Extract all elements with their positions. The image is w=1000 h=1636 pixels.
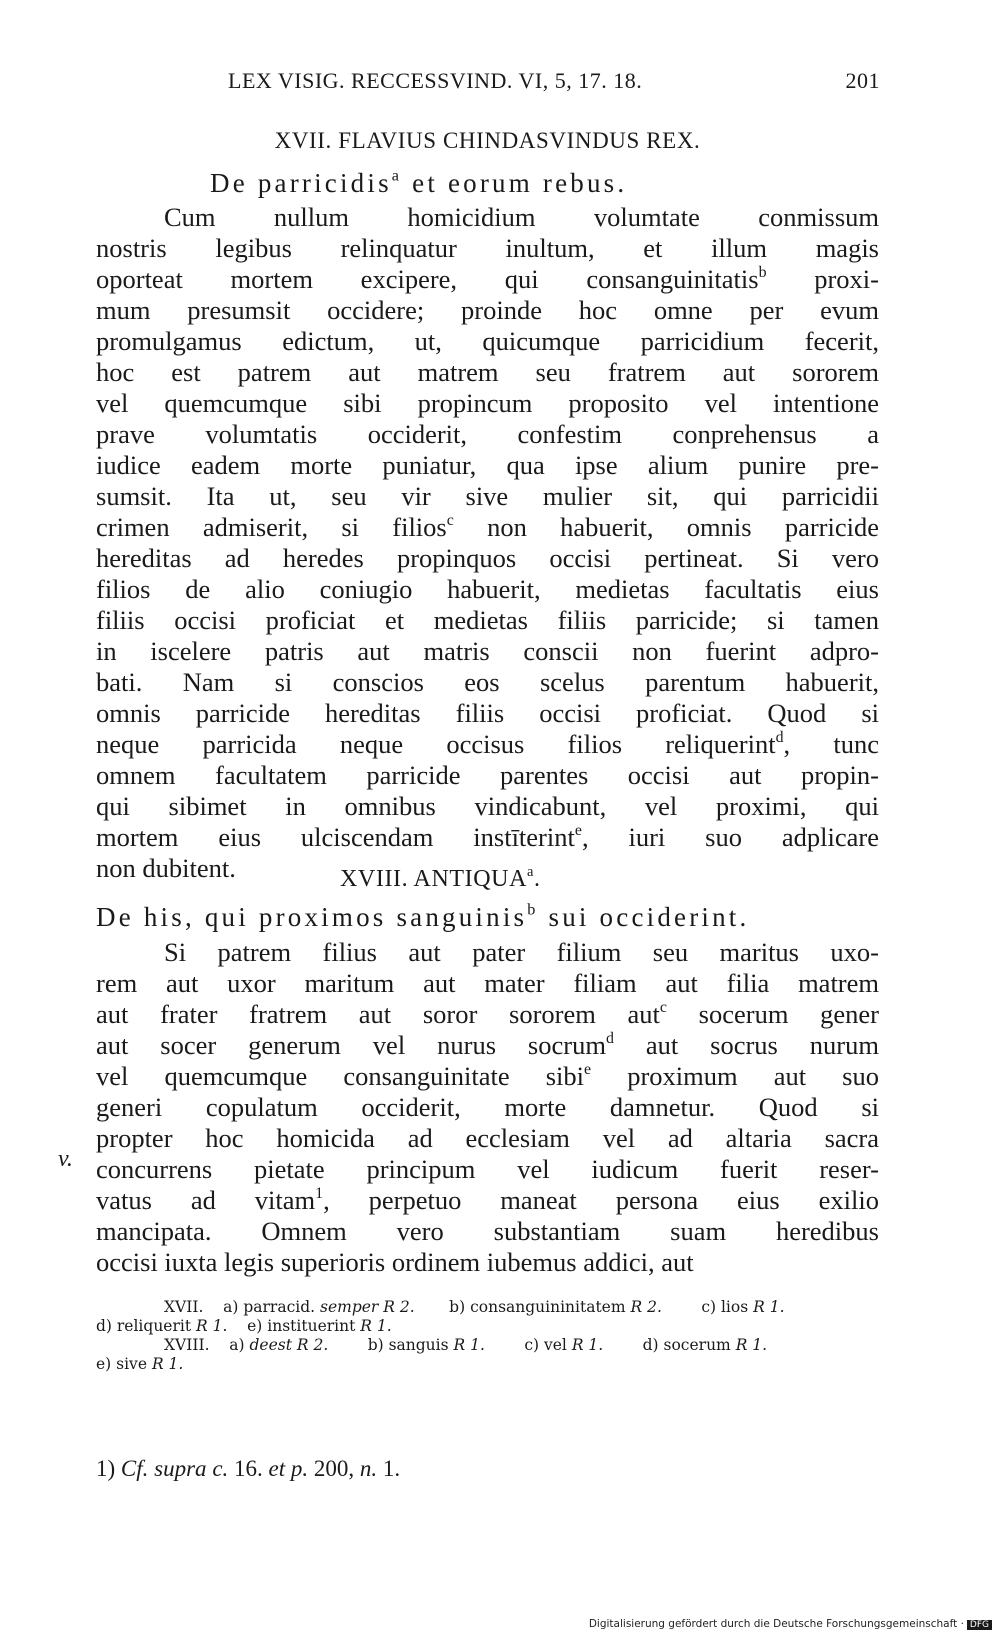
text-line: mancipata. Omnem vero substantiam suam heredibus — [96, 1216, 879, 1246]
text-line: Cum nullum homicidium volumtate conmissum — [164, 202, 879, 232]
apparatus-note: c) lios — [701, 1298, 749, 1316]
apparatus-ms: R 2. — [630, 1298, 662, 1316]
footnote-text: et — [268, 1456, 286, 1481]
text-line: oporteat mortem excipere, qui consanguinitatis$^b$ proxi- — [96, 263, 879, 294]
text-line: bati. Nam si conscios eos scelus parentum habuerit, — [96, 667, 879, 697]
credit-text: Digitalisierung gefördert durch die Deutsche Forschungsgemeinschaft · — [588, 1618, 964, 1630]
chapter-18-title-sup: b — [527, 900, 539, 919]
apparatus-note: c) vel — [524, 1336, 567, 1354]
apparatus-chapter: XVIII. — [164, 1336, 210, 1354]
chapter-18-title-text: De his, qui proximos sanguinis — [96, 902, 528, 932]
chapter-18-heading — [340, 863, 541, 893]
apparatus-ms: R 1. — [571, 1336, 604, 1354]
apparatus-ms: R 1. — [196, 1317, 228, 1335]
text-line: mortem eius ulciscendam instīterint$^e$, iuri suo adplicare — [96, 821, 879, 852]
text-line: mum presumsit occidere; proinde hoc omne per evum — [96, 295, 879, 325]
apparatus-line — [96, 1336, 879, 1355]
chapter-18-title — [96, 902, 879, 933]
text-line: omnis parricide hereditas filiis occisi proficiat. Quod si — [96, 698, 879, 728]
chapter-18-title-rest: sui occiderint. — [538, 902, 750, 932]
apparatus-note: deest — [249, 1336, 292, 1354]
text-line: omnem facultatem parricide parentes occisi aut propin- — [96, 760, 879, 790]
text-line: generi copulatum occiderit, morte damnetur. Quod si — [96, 1092, 879, 1122]
text-line: qui sibimet in omnibus vindicabunt, vel proximi, qui — [96, 791, 879, 821]
apparatus-note: b) sanguis — [367, 1336, 449, 1354]
chapter-17-title-sup: a — [391, 166, 403, 185]
apparatus-ms: R 1. — [735, 1336, 768, 1354]
text-line: promulgamus edictum, ut, quicumque parricidium fecerit, — [96, 326, 879, 356]
footnote-number: 1) — [96, 1456, 116, 1481]
chapter-18-heading-text: XVIII. ANTIQUA — [340, 866, 528, 892]
text-line: vel quemcumque consanguinitate sibi$^e$ proximum aut suo — [96, 1060, 879, 1091]
text-line: neque parricida neque occisus filios reliquerint$^d$, tunc — [96, 728, 879, 759]
text-line: vatus ad vitam$^1$, perpetuo maneat persona eius exilio — [96, 1184, 879, 1215]
apparatus-chapter: XVII. — [164, 1298, 204, 1316]
footnote-text: p. — [290, 1456, 309, 1481]
text-line: aut socer generum vel nurus socrum$^d$ aut socrus nurum — [96, 1029, 879, 1060]
apparatus-ms: R 1. — [753, 1298, 785, 1316]
text-line: filiis occisi proficiat et medietas filiis parricide; si tamen — [96, 605, 879, 635]
text-line: hoc est patrem aut matrem seu fratrem aut sororem — [96, 357, 879, 387]
text-line: in iscelere patris aut matris conscii non fuerint adpro- — [96, 636, 879, 666]
apparatus-note: a) parracid. — [223, 1298, 316, 1316]
chapter-17-title-rest: et eorum rebus. — [402, 168, 628, 198]
chapter-17-heading: XVII. FLAVIUS CHINDASVINDUS REX. — [274, 128, 701, 153]
chapter-17-title-text: De parricidis — [210, 168, 392, 198]
text-line: propter hoc homicida ad ecclesiam vel ad altaria sacra — [96, 1123, 879, 1153]
apparatus-line — [96, 1355, 879, 1374]
chapter-17-title — [210, 168, 627, 199]
apparatus-note: a) — [229, 1336, 245, 1354]
running-head-title: LEX VISIG. RECCESSVIND. VI, 5, 17. 18. — [228, 68, 643, 93]
text-line: filios de alio coniugio habuerit, medietas facultatis eius — [96, 574, 879, 604]
text-line: rem aut uxor maritum aut mater filiam aut filia matrem — [96, 968, 879, 998]
margin-note: v. — [58, 1146, 73, 1172]
chapter-17-text — [96, 202, 879, 884]
text-line: hereditas ad heredes propinquos occisi pertineat. Si vero — [96, 543, 879, 573]
apparatus-note: b) consanguininitatem — [449, 1298, 626, 1316]
text-line: prave volumtatis occiderit, confestim conprehensus a — [96, 419, 879, 449]
footnote-text: 16. — [234, 1456, 263, 1481]
apparatus-ms: R 2. — [383, 1298, 415, 1316]
apparatus-line — [96, 1298, 879, 1317]
critical-apparatus — [96, 1298, 879, 1374]
text-line: occisi iuxta legis superioris ordinem iubemus addici, aut — [96, 1247, 694, 1277]
text-line: Si patrem filius aut pater filium seu maritus uxo- — [164, 937, 879, 967]
text-line: concurrens pietate principum vel iudicum fuerit reser- — [96, 1154, 879, 1184]
apparatus-note: d) reliquerit — [96, 1317, 192, 1335]
text-line: non dubitent. — [96, 853, 236, 883]
text-line: crimen admiserit, si filios$^c$ non habuerit, omnis parricide — [96, 511, 879, 542]
footnote-text: n. — [359, 1456, 378, 1481]
footnote-text: c. — [212, 1456, 229, 1481]
apparatus-line — [96, 1317, 879, 1336]
page-number: 201 — [845, 68, 880, 93]
apparatus-note: e) instituerint — [247, 1317, 356, 1335]
running-head — [228, 68, 880, 102]
apparatus-note: e) sive — [96, 1355, 147, 1373]
apparatus-note: semper — [320, 1298, 379, 1316]
footnote-text: 200, — [313, 1456, 355, 1481]
apparatus-ms: R 1. — [453, 1336, 485, 1354]
apparatus-ms: R 1. — [360, 1317, 392, 1335]
footnote — [96, 1456, 400, 1482]
digitization-credit — [589, 1618, 992, 1630]
footnote-text: supra — [154, 1456, 207, 1481]
apparatus-note: d) socerum — [642, 1336, 731, 1354]
text-line: vel quemcumque sibi propincum proposito vel intentione — [96, 388, 879, 418]
text-line: aut frater fratrem aut soror sororem aut$^c$ socerum gener — [96, 998, 879, 1029]
text-line: nostris legibus relinquatur inultum, et illum magis — [96, 233, 879, 263]
dfg-logo: DFG — [967, 1620, 992, 1630]
chapter-18-text — [96, 937, 879, 1278]
footnote-text: 1. — [382, 1456, 401, 1481]
chapter-18-heading-sup: a — [527, 863, 535, 880]
chapter-18-heading-end: . — [534, 866, 541, 892]
apparatus-ms: R 1. — [151, 1355, 184, 1373]
text-line: iudice eadem morte puniatur, qua ipse alium punire pre- — [96, 450, 879, 480]
footnote-text: Cf. — [120, 1456, 149, 1481]
text-line: sumsit. Ita ut, seu vir sive mulier sit, qui parricidii — [96, 481, 879, 511]
apparatus-ms: R 2. — [296, 1336, 329, 1354]
